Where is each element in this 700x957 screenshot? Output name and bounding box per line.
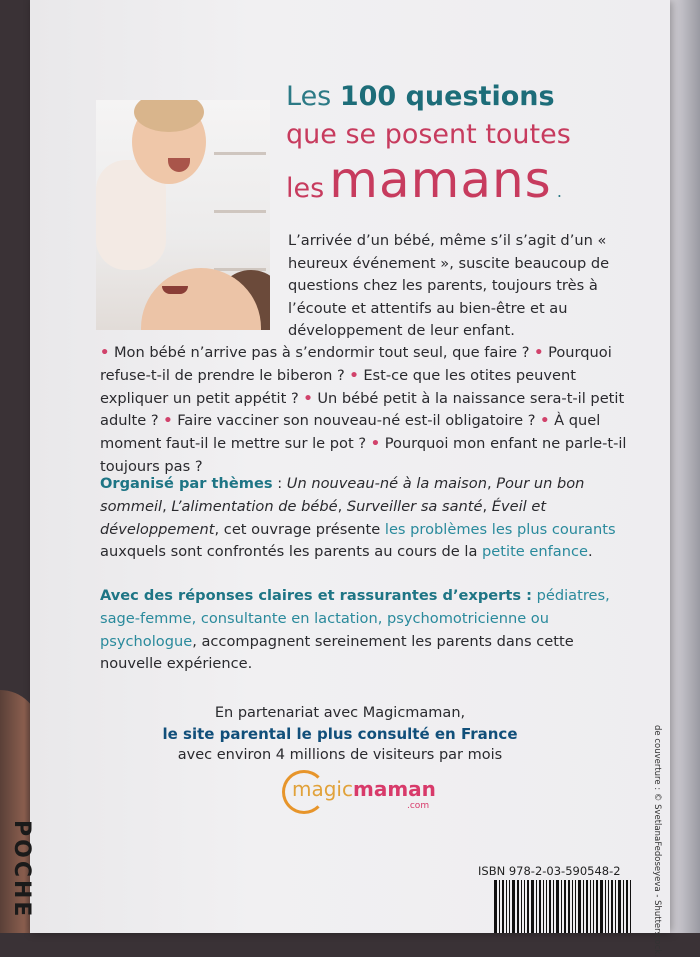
barcode-bar	[596, 880, 598, 933]
barcode-bar	[561, 880, 562, 933]
barcode	[494, 880, 654, 933]
theme-item: Un nouveau-né à la maison	[286, 475, 487, 492]
barcode-bar	[586, 880, 588, 933]
bullet: •	[303, 389, 313, 407]
title-line-1	[286, 78, 616, 116]
barcode-bar	[499, 880, 500, 933]
barcode-bar	[553, 880, 554, 933]
isbn-number: ISBN 978-2-03-590548-2	[478, 864, 621, 878]
barcode-bar	[531, 880, 534, 933]
question-item: Un bébé petit à la naissance sera-t-il petit adulte ?	[100, 389, 625, 430]
bullet: •	[163, 412, 173, 430]
bullet: •	[100, 344, 110, 361]
logo-wordmark	[292, 777, 436, 801]
barcode-bar	[583, 880, 584, 933]
barcode-bar	[502, 880, 504, 933]
barcode-bar	[615, 880, 616, 933]
logo-magic: magic	[292, 777, 353, 801]
title-line-2: que se posent toutes	[286, 119, 571, 150]
question-item: Mon bébé n’arrive pas à s’endormir tout seul, que faire ?	[113, 344, 530, 361]
barcode-bar	[630, 880, 631, 933]
questions-paragraph	[100, 342, 640, 479]
cover-photo-mother-baby	[96, 100, 270, 330]
title-mamans: mamans	[329, 151, 552, 209]
question-item: Pourquoi refuse-t-il de prendre le biberon ?	[100, 344, 612, 384]
question-item: À quel moment faut-il le mettre sur le pot ?	[100, 412, 601, 453]
page-edge	[670, 0, 700, 933]
barcode-bar	[564, 880, 566, 933]
intro-paragraph: L’arrivée d’un bébé, même s’il s’agit d’un « heureux événement », suscite beaucoup de questions chez les parents, toujours très à l’écoute et attentifs au bien-être et au développement de leur enfant.	[288, 232, 610, 340]
themes-lead: Organisé par thèmes	[100, 475, 273, 492]
mother-smile	[162, 286, 188, 294]
barcode-bar	[593, 880, 594, 933]
theme-item: Surveiller sa santé	[346, 497, 483, 515]
barcode-bar	[611, 880, 613, 933]
barcode-bar	[506, 880, 507, 933]
theme-item: Éveil et développement	[100, 497, 547, 538]
barcode-bar	[543, 880, 544, 933]
partnership-block	[150, 703, 530, 766]
bullet: •	[370, 435, 381, 453]
bullet: •	[534, 344, 544, 361]
logo-maman: maman	[353, 777, 436, 801]
title-prefix: Les	[286, 81, 332, 112]
theme-item: L’alimentation de bébé	[171, 497, 338, 515]
barcode-bar	[549, 880, 551, 933]
title-les: les	[286, 173, 325, 204]
barcode-bar	[524, 880, 525, 933]
barcode-bar	[618, 880, 621, 933]
partner-line-2: le site parental le plus consulté en France	[162, 725, 518, 743]
experts-paragraph	[100, 585, 640, 676]
question-item: Faire vacciner son nouveau-né est-il obligatoire ?	[177, 412, 536, 430]
barcode-bar	[608, 880, 609, 933]
theme-sep: ,	[162, 497, 172, 515]
barcode-bar	[512, 880, 515, 933]
barcode-bar	[556, 880, 559, 933]
book-title	[286, 78, 616, 218]
shelf-line	[214, 152, 266, 155]
series-label: POCHE	[9, 820, 34, 920]
bullet: •	[349, 366, 359, 384]
experts-lead: Avec des réponses claires et rassurantes d’experts :	[100, 587, 532, 604]
barcode-bar	[600, 880, 603, 933]
barcode-bar	[626, 880, 628, 933]
barcode-bar	[527, 880, 529, 933]
barcode-bar	[578, 880, 581, 933]
barcode-bar	[539, 880, 541, 933]
title-dot: .	[556, 182, 562, 201]
theme-sep: ,	[337, 497, 347, 515]
title-line-3	[286, 151, 616, 218]
experts-text: , accompagnent sereinement les parents dans cette nouvelle expérience.	[100, 632, 574, 673]
theme-item: Pour un bon sommeil	[100, 475, 585, 515]
barcode-bar	[521, 880, 522, 933]
experts-list: pédiatres, sage-femme, consultante en lactation, psychomotricienne ou psychologue	[100, 587, 610, 650]
themes-paragraph	[100, 473, 640, 564]
barcode-bar	[517, 880, 519, 933]
magicmaman-logo	[282, 768, 442, 816]
title-100-questions: 100 questions	[339, 81, 555, 112]
shelf-line	[214, 210, 266, 213]
photo-credit: de couverture : © SvetlanaFedoseyeva - Shutterstock.	[652, 725, 662, 957]
barcode-bar	[623, 880, 624, 933]
barcode-bar	[590, 880, 591, 933]
question-item: Est-ce que les otites peuvent expliquer un petit appétit ?	[100, 366, 576, 407]
barcode-bar	[509, 880, 510, 933]
partner-line-3: avec environ 4 millions de visiteurs par mois	[177, 747, 503, 763]
bullet: •	[540, 412, 550, 430]
barcode-bar	[568, 880, 570, 933]
themes-colon: :	[272, 475, 287, 492]
barcode-bar	[572, 880, 573, 933]
themes-text-end: auxquels sont confrontés les parents au cours de la	[100, 543, 483, 561]
barcode-bar	[605, 880, 606, 933]
barcode-bar	[494, 880, 497, 933]
logo-com: .com	[407, 801, 430, 811]
themes-highlight-end: petite enfance	[482, 543, 588, 561]
themes-text: , cet ouvrage présente	[214, 520, 385, 538]
barcode-bar	[575, 880, 576, 933]
theme-sep: ,	[482, 497, 492, 515]
question-item: Pourquoi mon enfant ne parle-t-il toujours pas ?	[100, 435, 627, 475]
themes-period: .	[587, 543, 593, 561]
theme-sep: ,	[486, 475, 497, 492]
barcode-bar	[536, 880, 537, 933]
themes-highlight: les problèmes les plus courants	[384, 520, 616, 538]
barcode-bar	[546, 880, 547, 933]
partner-line-1: En partenariat avec Magicmaman,	[214, 705, 466, 721]
